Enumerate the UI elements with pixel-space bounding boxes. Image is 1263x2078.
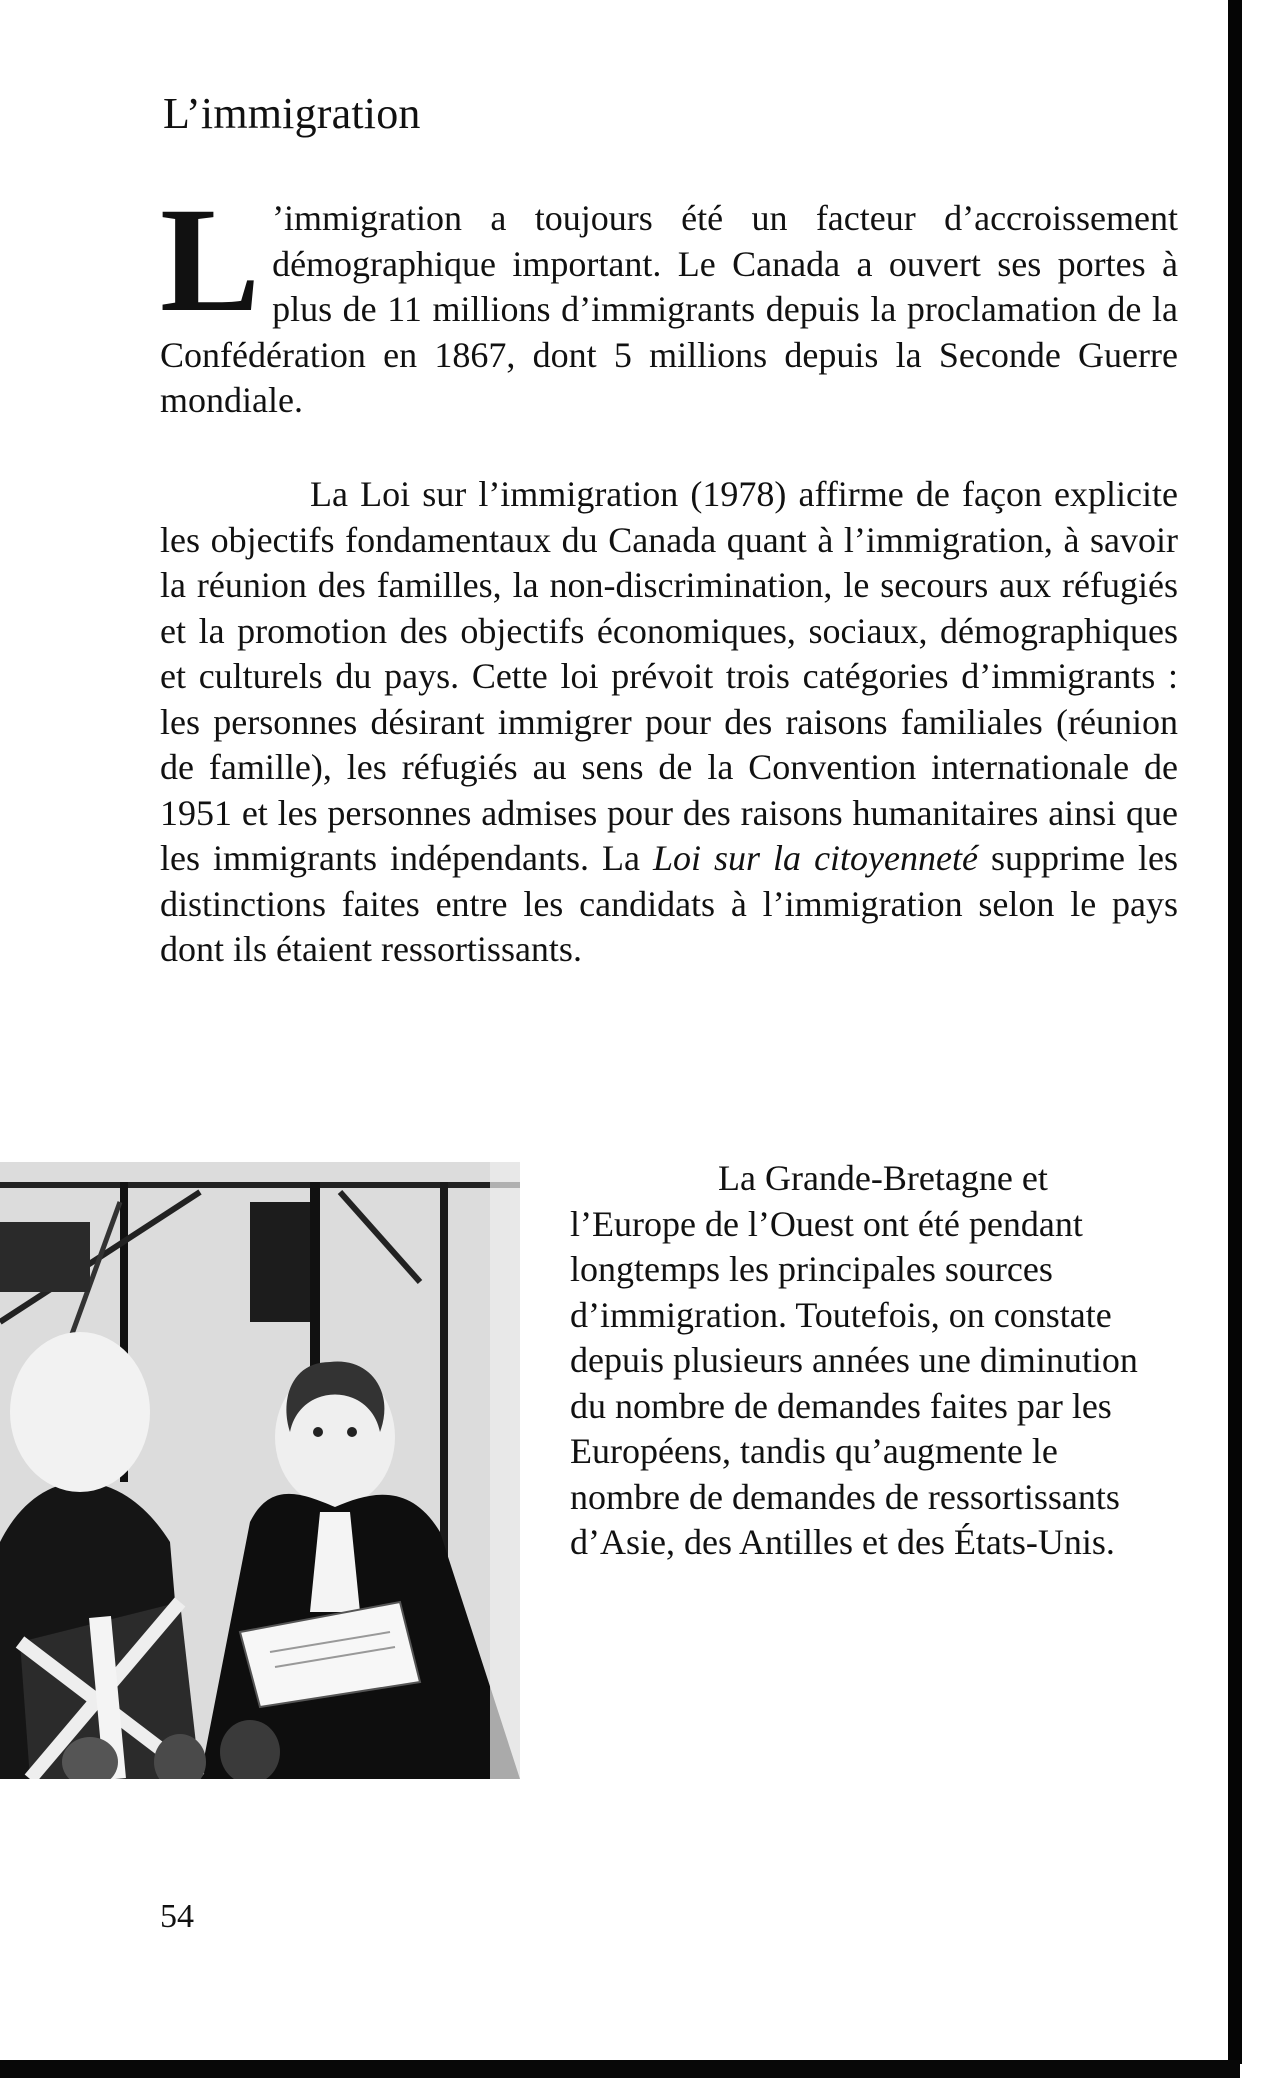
sources-paragraph: La Grande-Bretagne et l’Europe de l’Ouest ont été pendant longtemps les principales sources d’immigration. Toutefois, on constate depuis plusieurs années une diminution du nombre de demandes faites par les Européens, tandis qu’augmente le nombre de demandes de ressortissants d’Asie, des Antilles et des États-Unis. [570,1158,1138,1562]
page-edge-bottom [0,2060,1240,2078]
intro-paragraph-text: ’immigration a toujours été un facteur d’accroissement démographique important. Le Canada a ouvert ses portes à plus de 11 millions d’immigrants depuis la proclamation de la Confédération en 1867, dont 5 millions depuis la Seconde Guerre mondiale. [160,198,1178,420]
page-number: 54 [160,1898,194,1935]
page-heading: L’immigration [163,89,421,138]
law-paragraph-text-b: supprime les distinctions faites entre les candidats à l’immigration selon le pays dont ils étaient ressortissants. [160,838,1178,969]
law-title-italic: Loi sur la citoyenneté [652,838,978,878]
ceremony-photo [0,1162,520,1779]
law-paragraph-text-a: La Loi sur l’immigration (1978) affirme de façon explicite les objectifs fondamentaux du Canada quant à l’immigration, à savoir la réunion des familles, la non-discrimination, le secours aux réfugiés et la promotion des objectifs économiques, sociaux, démographiques et culturels du pays. Cette loi prévoit trois catégories d’immigrants : les personnes désirant immigrer pour des raisons familiales (réunion de famille), les réfugiés au sens de la Convention internationale de 1951 et les personnes admises pour des raisons humanitaires ainsi que les immigrants indépendants. La [160,474,1178,878]
page-edge-right [1228,0,1242,2064]
intro-paragraph [160,177,1178,424]
law-paragraph [160,472,1178,973]
drop-cap: L [160,177,261,343]
ceremony-photo-icon [0,1162,520,1779]
